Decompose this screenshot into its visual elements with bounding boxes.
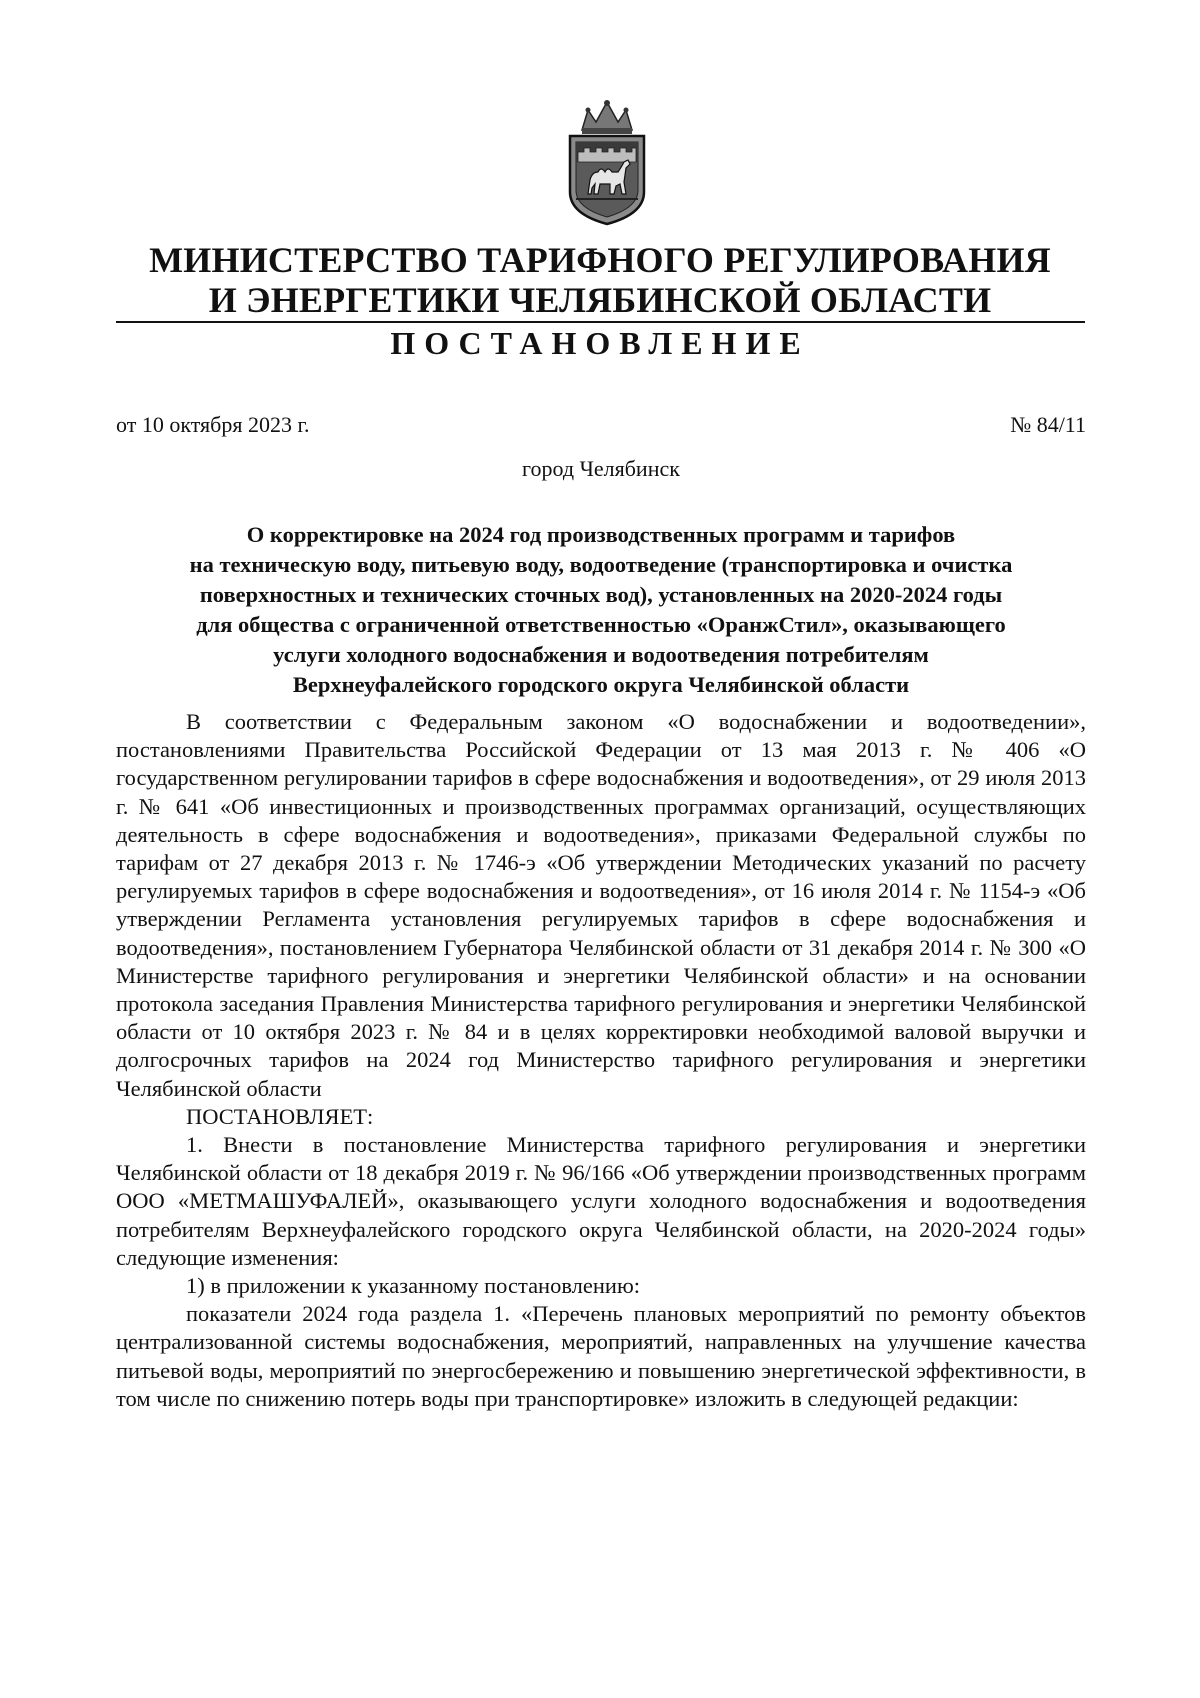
title-line: на техническую воду, питьевую воду, водоотведение (транспортировка и очистка [189, 552, 1013, 577]
item-1-paragraph: 1. Внести в постановление Министерства тарифного регулирования и энергетики Челябинской области от 18 декабря 2019 г. № 96/166 «Об утверждении производственных программ ООО «МЕТМАШУФАЛЕЙ», оказывающего услуги холодного водоснабжения и водоотведения потребителям Верхнеуфалейского городского округа Челябинской области, на 2020-2024 годы» следующие изменения: [116, 1132, 1086, 1270]
document-body [116, 708, 1086, 1413]
preamble-paragraph: В соответствии с Федеральным законом «О водоснабжении и водоотведении», постановлениями Правительства Российской Федерации от 13 мая 2013 г. № 406 «О государственном регулировании тарифов в сфере водоснабжения и водоотведения», от 29 июля 2013 г. № 641 «Об инвестиционных и производственных программах организаций, осуществляющих деятельность в сфере водоснабжения и водоотведения», приказами Федеральной службы по тарифам от 27 декабря 2013 г. № 1746-э «Об утверждении Методических указаний по расчету регулируемых тарифов в сфере водоснабжения и водоотведения», от 16 июля 2014 г. № 1154-э «Об утверждении Регламента установления регулируемых тарифов в сфере водоснабжения и водоотведения», постановлением Губернатора Челябинской области от 31 декабря 2014 г. № 300 «О Министерстве тарифного регулирования и энергетики Челябинской области» и на основании протокола заседания Правления Министерства тарифного регулирования и энергетики Челябинской области от 10 октября 2023 г. № 84 и в целях корректировки необходимой валовой выручки и долгосрочных тарифов на 2024 год Министерство тарифного регулирования и энергетики Челябинской области [116, 709, 1086, 1101]
title-line: Верхнеуфалейского городского округа Челябинской области [292, 672, 910, 697]
subitem-1-paragraph: 1) в приложении к указанному постановлению: [186, 1273, 641, 1299]
document-city: город Челябинск [522, 456, 680, 481]
document-date: от 10 октября 2023 г. [116, 412, 310, 437]
title-line: для общества с ограниченной ответственностью «ОранжСтил», оказывающего [196, 612, 1006, 637]
coat-of-arms-emblem [560, 96, 654, 228]
header-divider [116, 321, 1085, 323]
document-type: ПОСТАНОВЛЕНИЕ [390, 325, 810, 361]
document-number: № 84/11 [1010, 412, 1086, 437]
document-title [116, 520, 1086, 700]
ministry-name-line1: МИНИСТЕРСТВО ТАРИФНОГО РЕГУЛИРОВАНИЯ [149, 240, 1051, 280]
title-line: О корректировке на 2024 год производственных программ и тарифов [246, 522, 956, 547]
indicators-paragraph: показатели 2024 года раздела 1. «Перечень плановых мероприятий по ремонту объектов централизованной системы водоснабжения, мероприятий, направленных на улучшение качества питьевой воды, мероприятий по энергосбережению и повышению энергетической эффективности, в том числе по снижению потерь воды при транспортировке» изложить в следующей редакции: [116, 1301, 1086, 1411]
decree-word: ПОСТАНОВЛЯЕТ: [186, 1103, 374, 1129]
title-line: услуги холодного водоснабжения и водоотведения потребителям [273, 642, 929, 667]
ministry-name-line2: И ЭНЕРГЕТИКИ ЧЕЛЯБИНСКОЙ ОБЛАСТИ [208, 280, 992, 320]
title-line: поверхностных и технических сточных вод), установленных на 2020-2024 годы [199, 582, 1003, 607]
